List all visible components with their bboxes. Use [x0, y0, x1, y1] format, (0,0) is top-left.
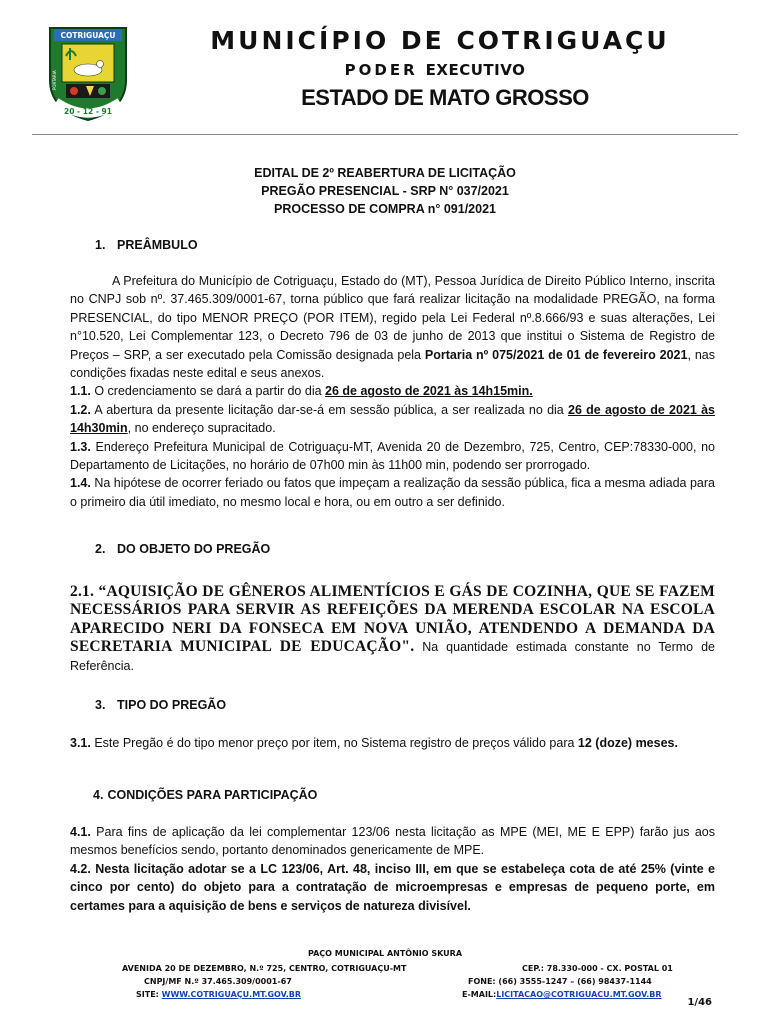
section-heading-objeto — [95, 542, 270, 556]
footer-site — [122, 988, 406, 1001]
edital-line-1: EDITAL DE 2º REABERTURA DE LICITAÇÃO — [254, 166, 516, 180]
item-text: Para fins de aplicação da lei complementar 123/06 nesta licitação as MPE (MEI, ME E EPP) farão jus aos mesmos benefícios sendo, portanto denominados genericamente de MPE. — [70, 825, 715, 858]
item-2-1 — [70, 583, 715, 675]
subtitle-part-b: EXECUTIVO — [425, 61, 526, 79]
crest-top-text: COTRIGUAÇU — [60, 31, 116, 40]
objeto-block — [70, 583, 715, 675]
footer-email — [462, 988, 673, 1001]
objeto-tail: Na quantidade estimada constante no Termo de Referência. — [70, 640, 715, 673]
state-title: ESTADO DE MATO GROSSO — [301, 85, 589, 110]
section-title: DO OBJETO DO PREGÃO — [117, 542, 271, 556]
section-number: 4. — [93, 788, 104, 802]
crest-side-text: PORTARIA — [52, 70, 57, 90]
validity-period: 12 (doze) meses. — [577, 736, 678, 750]
item-number: 1.4. — [70, 476, 91, 491]
item-text: Este Pregão é do tipo menor preço por item, no Sistema registro de preços válido para — [90, 736, 578, 750]
condicoes-block — [70, 823, 715, 915]
item-number: 1.1. — [70, 384, 91, 399]
footer-site-label: SITE: — [136, 990, 162, 999]
footer-cnpj: CNPJ/MF N.º 37.465.309/0001-67 — [144, 977, 292, 986]
preambulo-block — [70, 272, 715, 511]
item-text: A abertura da presente licitação dar-se-á em sessão pública, a ser realizada no dia — [90, 402, 568, 417]
item-1-1 — [70, 382, 715, 400]
header-divider — [32, 134, 738, 135]
item-text: Nesta licitação adotar se a LC 123/06, Art. 48, inciso III, em que se estabeleça cota de até 25% (vinte e cinco por cento) do objeto para a contratação de microempresas e empresas de pequeno porte, em certames para a aquisição de bens e serviços de natureza divisível. — [70, 861, 715, 913]
executive-subtitle — [150, 61, 720, 79]
footer-email-label: E-MAIL: — [462, 990, 497, 999]
objeto-description: “AQUISIÇÃO DE GÊNEROS ALIMENTÍCIOS E GÁS DE COZINHA, QUE SE FAZEM NECESSÁRIOS PARA SERVIR AS REFEIÇÕES DA MERENDA ESCOLAR NA ESCOLA APARECIDO NERI DA FONSECA EM NOVA UNIÃO, ATENDENDO A DEMANDA DA SECRETARIA MUNICIPAL DE EDUCAÇÃO". — [70, 583, 715, 656]
footer-site-link[interactable]: WWW.COTRIGUAÇU.MT.GOV.BR — [161, 990, 302, 999]
section-number: 1. — [95, 238, 106, 252]
page-number: 1/46 — [687, 997, 712, 1008]
section-heading-tipo — [95, 698, 226, 712]
item-1-4 — [70, 474, 715, 511]
footer-address: AVENIDA 20 DE DEZEMBRO, N.º 725, CENTRO, COTRIGUAÇU-MT — [122, 964, 407, 973]
edital-line-3: PROCESSO DE COMPRA n° 091/2021 — [274, 202, 496, 216]
item-number: 1.2. — [70, 402, 91, 417]
footer-title: PAÇO MUNICIPAL ANTÔNIO SKURA — [307, 949, 463, 958]
credenciamento-date: 26 de agosto de 2021 às 14h15min. — [325, 384, 533, 399]
footer-phone: FONE: (66) 3555-1247 – (66) 98437-1144 — [468, 977, 652, 986]
tipo-block — [70, 734, 715, 752]
item-3-1 — [70, 734, 715, 752]
edital-line-2: PREGÃO PRESENCIAL - SRP N° 037/2021 — [261, 184, 509, 198]
section-title: CONDIÇÕES PARA PARTICIPAÇÃO — [107, 788, 318, 802]
footer-right — [462, 962, 673, 1001]
footer-email-link[interactable]: LICITACAO@COTRIGUACU.MT.GOV.BR — [496, 990, 662, 999]
portaria-reference: Portaria nº 075/2021 de 01 de fevereiro 2021 — [424, 347, 688, 362]
footer-cep: CEP.: 78.330-000 - CX. POSTAL 01 — [522, 964, 673, 973]
item-text: O credenciamento se dará a partir do dia — [90, 384, 326, 399]
section-heading-preambulo — [95, 238, 198, 252]
subtitle-part-a: PODER — [344, 61, 418, 79]
item-number: 3.1. — [70, 736, 91, 750]
preambulo-text: A Prefeitura do Município de Cotriguaçu, Estado do (MT), Pessoa Jurídica de Direito Público Interno, inscrita no CNPJ sob nº. 37.465.309/0001-67, torna público que fará realizar licitação na modalidade PREGÃO, na forma PRESENCIAL, do tipo MENOR PREÇO (POR ITEM), regido pela Lei Federal nº.8.666/93 e suas alterações, Lei n°10.520, Lei Complementar 123, o Decreto 796 de 03 de junho de 2013 que institui o Sistema de Registro de Preços – SRP, a ser executado pela Comissão designada pela — [70, 274, 715, 362]
item-1-2 — [70, 401, 715, 438]
municipality-title: MUNICÍPIO DE COTRIGUAÇU — [210, 26, 670, 55]
item-number: 4.2. — [70, 861, 91, 876]
item-number: 4.1. — [70, 825, 91, 839]
item-number: 1.3. — [70, 439, 91, 454]
municipal-crest-icon — [44, 24, 132, 122]
item-4-1 — [70, 823, 715, 860]
crest-date-text: 20 - 12 - 91 — [64, 107, 112, 116]
item-1-3 — [70, 438, 715, 475]
section-heading-condicoes — [93, 788, 317, 802]
preambulo-paragraph — [70, 272, 715, 382]
item-4-2 — [70, 860, 715, 915]
edital-heading — [0, 164, 770, 218]
section-title: PREÂMBULO — [117, 238, 198, 252]
preambulo-text-end: , nas condições fixadas neste edital e seus anexos. — [70, 347, 715, 381]
section-number: 2. — [95, 542, 106, 556]
item-number: 2.1. — [70, 583, 95, 600]
abertura-date: 26 de agosto de 2021 às 14h30min — [70, 402, 715, 436]
footer-left — [122, 962, 406, 1001]
section-number: 3. — [95, 698, 106, 712]
item-text: Endereço Prefeitura Municipal de Cotriguaçu-MT, Avenida 20 de Dezembro, 725, Centro, CEP:78330-000, no Departamento de Licitações, no horário de 07h00 min às 11h00 min, podendo ser prorrogado. — [70, 439, 715, 473]
item-text-end: , no endereço supracitado. — [127, 421, 276, 436]
item-text: Na hipótese de ocorrer feriado ou fatos que impeçam a realização da sessão pública, fica a mesma adiada para o primeiro dia útil imediato, no mesmo local e hora, ou em outro a ser definido. — [70, 476, 715, 509]
section-title: TIPO DO PREGÃO — [117, 698, 227, 712]
